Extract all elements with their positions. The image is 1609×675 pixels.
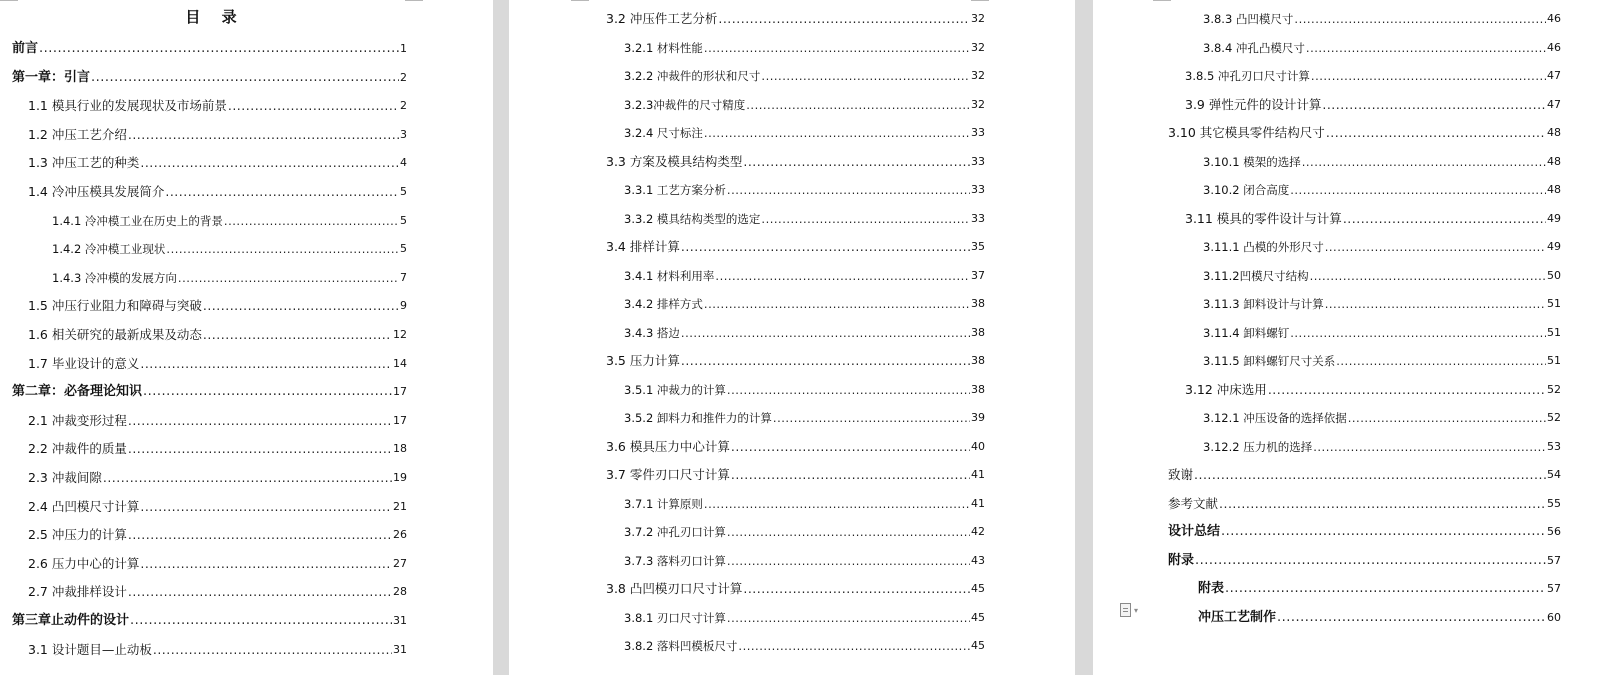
toc-leader-dots [681, 239, 970, 255]
toc-page-number: 42 [971, 525, 985, 538]
toc-entry[interactable] [28, 94, 407, 114]
toc-leader-dots [704, 296, 970, 312]
toc-page-number: 40 [971, 440, 985, 453]
toc-leader-dots [681, 353, 970, 369]
toc-page-number: 5 [400, 242, 407, 255]
toc-entry-title: 1.5 冲压行业阻力和障碍与突破 [28, 298, 202, 313]
toc-entry[interactable] [624, 406, 985, 426]
toc-entry[interactable] [28, 466, 407, 486]
toc-entry-title: 冲压工艺制作 [1198, 610, 1277, 625]
toc-entry[interactable] [624, 121, 985, 141]
toc-leader-dots [128, 527, 392, 543]
toc-leader-dots [1290, 182, 1546, 198]
toc-entry[interactable] [1203, 178, 1561, 198]
toc-entry[interactable] [28, 552, 407, 572]
toc-entry-title: 2.2 冲裁件的质量 [28, 441, 127, 456]
toc-page-number: 48 [1547, 183, 1561, 196]
toc-page-number: 57 [1547, 582, 1561, 595]
toc-leader-dots [1268, 382, 1546, 398]
toc-page-number: 27 [393, 557, 407, 570]
toc-leader-dots [727, 610, 970, 626]
toc-entry-title: 1.6 相关研究的最新成果及动态 [28, 327, 202, 342]
toc-page-number: 56 [1547, 525, 1561, 538]
toc-entry-title: 2.5 冲压力的计算 [28, 527, 127, 542]
toc-entry-title: 3.11.1 凸模的外形尺寸 [1203, 240, 1324, 254]
toc-entry[interactable] [12, 380, 407, 400]
toc-page-number: 14 [393, 357, 407, 370]
toc-entry[interactable] [624, 93, 985, 113]
toc-leader-dots [743, 154, 970, 170]
toc-page-number: 45 [971, 639, 985, 652]
toc-page-number: 41 [971, 468, 985, 481]
toc-leader-dots [727, 382, 970, 398]
toc-page-number: 51 [1547, 326, 1561, 339]
toc-entry-title: 3.7.2 冲孔刃口计算 [624, 525, 726, 539]
toc-leader-dots [203, 298, 399, 314]
toc-entry[interactable] [28, 409, 407, 429]
toc-entry-title: 3.4 排样计算 [606, 239, 680, 254]
document-page-3 [1093, 0, 1609, 675]
toc-leader-dots [1310, 268, 1546, 284]
toc-leader-dots [1326, 125, 1546, 141]
toc-entry-title: 3.3.2 模具结构类型的选定 [624, 212, 761, 226]
toc-entry[interactable] [1168, 520, 1561, 540]
toc-entry-title: 3.11.3 卸料设计与计算 [1203, 297, 1324, 311]
toc-entry-title: 1.4.1 冷冲模工业在历史上的背景 [52, 214, 223, 228]
toc-leader-dots [1348, 410, 1546, 426]
toc-entry-title: 2.4 凸凹模尺寸计算 [28, 499, 140, 514]
toc-leader-dots [1311, 68, 1546, 84]
toc-entry-title: 3.10 其它模具零件结构尺寸 [1168, 125, 1325, 140]
toc-leader-dots [731, 467, 970, 483]
toc-entry-title: 3.9 弹性元件的设计计算 [1185, 97, 1322, 112]
toc-page-number: 32 [971, 98, 985, 111]
toc-leader-dots [153, 642, 392, 658]
toc-leader-dots [1343, 211, 1546, 227]
toc-entry[interactable] [1185, 207, 1561, 227]
toc-entry-title: 2.7 冲裁排样设计 [28, 584, 127, 599]
chevron-down-icon: ▾ [1134, 605, 1139, 615]
toc-leader-dots [228, 98, 399, 114]
toc-page-number: 46 [1547, 41, 1561, 54]
toc-entry[interactable] [606, 7, 985, 27]
paste-options-icon[interactable] [1120, 603, 1146, 617]
toc-entry[interactable] [624, 321, 985, 341]
toc-entry[interactable] [1203, 150, 1561, 170]
toc-page-number: 33 [971, 126, 985, 139]
toc-entry[interactable] [28, 323, 407, 343]
toc-entry[interactable] [28, 294, 407, 314]
toc-leader-dots [715, 268, 970, 284]
toc-leader-dots [1325, 296, 1546, 312]
toc-page-number: 12 [393, 328, 407, 341]
toc-entry-title: 3.12.2 压力机的选择 [1203, 440, 1313, 454]
toc-entry[interactable] [624, 36, 985, 56]
toc-page-number: 4 [400, 156, 407, 169]
toc-leader-dots [128, 413, 392, 429]
toc-entry[interactable] [1203, 264, 1561, 284]
toc-page-number: 57 [1547, 554, 1561, 567]
toc-entry-title: 3.2.1 材料性能 [624, 41, 703, 55]
toc-page-number: 46 [1547, 12, 1561, 25]
toc-entry[interactable] [624, 520, 985, 540]
toc-entry-title: 3.6 模具压力中心计算 [606, 439, 730, 454]
toc-entry[interactable] [624, 492, 985, 512]
toc-leader-dots [1336, 353, 1546, 369]
toc-entry-title: 3.8 凸凹模刃口尺寸计算 [606, 581, 743, 596]
crop-mark [405, 0, 423, 1]
toc-leader-dots [140, 356, 392, 372]
toc-entry[interactable] [28, 495, 407, 515]
toc-entry[interactable] [52, 209, 407, 229]
document-page-1 [0, 0, 493, 675]
toc-page-number: 41 [971, 497, 985, 510]
toc-leader-dots [1219, 496, 1546, 512]
toc-entry[interactable] [28, 638, 407, 658]
toc-leader-dots [143, 384, 392, 400]
toc-page-number: 32 [971, 12, 985, 25]
toc-leader-dots [727, 553, 970, 569]
toc-entry-title: 1.7 毕业设计的意义 [28, 356, 140, 371]
toc-entry-title: 3.4.1 材料利用率 [624, 269, 715, 283]
toc-entry[interactable] [1185, 378, 1561, 398]
toc-page-number: 21 [393, 500, 407, 513]
toc-entry[interactable] [624, 292, 985, 312]
toc-leader-dots [140, 155, 399, 171]
toc-entry[interactable] [1203, 349, 1561, 369]
toc-entry[interactable] [624, 606, 985, 626]
toc-entry[interactable] [1203, 321, 1561, 341]
toc-entry[interactable] [1185, 93, 1561, 113]
toc-entry-title: 3.8.5 冲孔刃口尺寸计算 [1185, 69, 1310, 83]
toc-entry-title: 致谢 [1168, 467, 1194, 482]
toc-page-number: 51 [1547, 354, 1561, 367]
toc-leader-dots [704, 496, 970, 512]
toc-leader-dots [91, 70, 399, 86]
toc-leader-dots [130, 613, 392, 629]
toc-leader-dots [1294, 11, 1546, 27]
toc-page-number: 31 [393, 614, 407, 627]
toc-entry-title: 3.4.2 排样方式 [624, 297, 703, 311]
toc-leader-dots [746, 97, 970, 113]
toc-page-number: 52 [1547, 411, 1561, 424]
toc-page-number: 39 [971, 411, 985, 424]
toc-entry[interactable] [624, 549, 985, 569]
toc-entry-title: 3.12 冲床选用 [1185, 382, 1267, 397]
toc-page-number: 5 [400, 185, 407, 198]
toc-leader-dots [704, 40, 970, 56]
toc-entry-title: 3.1 设计题目—止动板 [28, 642, 152, 657]
toc-leader-dots [128, 441, 392, 457]
crop-mark [571, 0, 589, 1]
toc-page-number: 26 [393, 528, 407, 541]
toc-entry-title: 参考文献 [1168, 496, 1219, 511]
toc-page-number: 53 [1547, 440, 1561, 453]
document-page-2 [509, 0, 1075, 675]
toc-page-number: 60 [1547, 611, 1561, 624]
toc-entry-title: 3.7.3 落料刃口计算 [624, 554, 726, 568]
toc-leader-dots [1221, 524, 1546, 540]
toc-page-number: 45 [971, 611, 985, 624]
toc-entry[interactable] [606, 349, 985, 369]
toc-page-number: 47 [1547, 69, 1561, 82]
toc-leader-dots [718, 11, 970, 27]
toc-entry-title: 3.11.5 卸料螺钉尺寸关系 [1203, 354, 1336, 368]
toc-page-number: 45 [971, 582, 985, 595]
toc-page-number: 1 [400, 42, 407, 55]
toc-page-number: 28 [393, 585, 407, 598]
toc-entry[interactable] [1168, 549, 1561, 569]
toc-entry[interactable] [1185, 64, 1561, 84]
toc-entry-title: 3.2.4 尺寸标注 [624, 126, 703, 140]
toc-entry[interactable] [1203, 435, 1561, 455]
toc-leader-dots [103, 470, 392, 486]
toc-entry-title: 3.3 方案及模具结构类型 [606, 154, 743, 169]
toc-leader-dots [1290, 325, 1546, 341]
toc-leader-dots [140, 499, 392, 515]
crop-mark [971, 0, 989, 1]
toc-leader-dots [1325, 239, 1546, 255]
toc-page-number: 17 [393, 385, 407, 398]
toc-entry[interactable] [606, 150, 985, 170]
toc-leader-dots [761, 211, 970, 227]
toc-entry[interactable] [1198, 606, 1561, 626]
toc-page-number: 35 [971, 240, 985, 253]
toc-entry-title: 3.4.3 搭边 [624, 326, 680, 340]
toc-leader-dots [1225, 581, 1546, 597]
toc-entry[interactable] [606, 463, 985, 483]
toc-page-number: 3 [400, 128, 407, 141]
toc-entry[interactable] [12, 66, 407, 86]
toc-leader-dots [1277, 610, 1546, 626]
toc-page-number: 49 [1547, 212, 1561, 225]
toc-leader-dots [681, 325, 970, 341]
toc-page-number: 5 [400, 214, 407, 227]
toc-entry-title: 附录 [1168, 553, 1195, 568]
toc-leader-dots [128, 584, 392, 600]
toc-page-number: 38 [971, 297, 985, 310]
toc-page-number: 51 [1547, 297, 1561, 310]
toc-entry[interactable] [624, 64, 985, 84]
toc-entry-title: 附表 [1198, 581, 1225, 596]
toc-entry-title: 3.5 压力计算 [606, 353, 680, 368]
toc-page-number: 37 [971, 269, 985, 282]
toc-entry[interactable] [28, 580, 407, 600]
toc-page-number: 50 [1547, 269, 1561, 282]
document-icon [1120, 603, 1131, 617]
toc-entry[interactable] [624, 634, 985, 654]
toc-entry-title: 3.8.4 冲孔凸模尺寸 [1203, 41, 1305, 55]
toc-leader-dots [178, 270, 399, 286]
toc-leader-dots [1302, 154, 1546, 170]
toc-entry-title: 1.4 冷冲压模具发展简介 [28, 184, 165, 199]
toc-page-number: 48 [1547, 126, 1561, 139]
toc-entry-title: 3.5.1 冲裁力的计算 [624, 383, 726, 397]
toc-entry-title: 3.10.2 闭合高度 [1203, 183, 1290, 197]
toc-leader-dots [1195, 553, 1546, 569]
toc-entry-title: 3.8.3 凸凹模尺寸 [1203, 12, 1294, 26]
toc-page-number: 52 [1547, 383, 1561, 396]
toc-entry-title: 3.7 零件刃口尺寸计算 [606, 467, 730, 482]
toc-entry[interactable] [1168, 492, 1561, 512]
toc-page-number: 2 [400, 99, 407, 112]
toc-leader-dots [166, 241, 399, 257]
toc-entry[interactable] [28, 151, 407, 171]
toc-leader-dots [140, 556, 392, 572]
toc-entry[interactable] [1168, 463, 1561, 483]
toc-entry-title: 2.1 冲裁变形过程 [28, 413, 127, 428]
toc-entry-title: 3.7.1 计算原则 [624, 497, 703, 511]
toc-entry[interactable] [1203, 36, 1561, 56]
toc-entry[interactable] [624, 378, 985, 398]
toc-entry-title: 3.2.2 冲裁件的形状和尺寸 [624, 69, 761, 83]
toc-page-number: 32 [971, 69, 985, 82]
toc-page-number: 38 [971, 326, 985, 339]
toc-entry-title: 3.8.1 刃口尺寸计算 [624, 611, 726, 625]
toc-page-number: 18 [393, 442, 407, 455]
toc-entry[interactable] [1203, 292, 1561, 312]
toc-entry[interactable] [624, 264, 985, 284]
toc-entry[interactable] [606, 435, 985, 455]
toc-page-number: 54 [1547, 468, 1561, 481]
toc-entry-title: 3.5.2 卸料力和推件力的计算 [624, 411, 772, 425]
toc-entry-title: 第一章：引言 [12, 70, 91, 85]
toc-entry[interactable] [12, 37, 407, 57]
toc-page-number: 19 [393, 471, 407, 484]
toc-page-number: 49 [1547, 240, 1561, 253]
toc-leader-dots [773, 410, 970, 426]
toc-entry-title: 1.1 模具行业的发展现状及市场前景 [28, 98, 227, 113]
toc-leader-dots [224, 213, 399, 229]
toc-entry[interactable] [1203, 7, 1561, 27]
toc-entry[interactable] [28, 352, 407, 372]
toc-leader-dots [727, 182, 970, 198]
toc-entry[interactable] [624, 178, 985, 198]
toc-entry-title: 2.6 压力中心的计算 [28, 556, 140, 571]
toc-entry-title: 第三章止动件的设计 [12, 613, 130, 628]
toc-entry[interactable] [52, 237, 407, 257]
toc-entry-title: 1.4.3 冷冲模的发展方向 [52, 271, 177, 285]
toc-entry-title: 第二章：必备理论知识 [12, 384, 143, 399]
toc-leader-dots [1306, 40, 1546, 56]
toc-page-number: 7 [400, 271, 407, 284]
toc-page-number: 43 [971, 554, 985, 567]
toc-entry-title: 3.3.1 工艺方案分析 [624, 183, 726, 197]
toc-entry-title: 3.12.1 冲压设备的选择依据 [1203, 411, 1347, 425]
toc-entry-title: 3.10.1 模架的选择 [1203, 155, 1301, 169]
toc-page-number: 9 [400, 299, 407, 312]
toc-leader-dots [727, 524, 970, 540]
toc-entry-title: 1.2 冲压工艺介绍 [28, 127, 127, 142]
toc-leader-dots [128, 127, 399, 143]
toc-entry[interactable] [624, 207, 985, 227]
toc-page-number: 33 [971, 212, 985, 225]
toc-entry[interactable] [28, 180, 407, 200]
toc-page-number: 31 [393, 643, 407, 656]
toc-entry-title: 设计总结 [1168, 524, 1221, 539]
toc-entry[interactable] [1198, 577, 1561, 597]
toc-leader-dots [738, 638, 970, 654]
toc-leader-dots [1194, 467, 1546, 483]
toc-entry[interactable] [52, 266, 407, 286]
toc-entry-title: 3.11 模具的零件设计与计算 [1185, 211, 1342, 226]
crop-mark [1153, 0, 1171, 1]
toc-entry[interactable] [1203, 406, 1561, 426]
crop-mark [0, 0, 18, 1]
toc-page-number: 33 [971, 183, 985, 196]
toc-entry[interactable] [28, 123, 407, 143]
toc-leader-dots [1313, 439, 1546, 455]
toc-entry-title: 3.2 冲压件工艺分析 [606, 11, 718, 26]
toc-leader-dots [203, 327, 392, 343]
toc-entry[interactable] [28, 523, 407, 543]
toc-page-number: 38 [971, 383, 985, 396]
toc-entry-title: 2.3 冲裁间隙 [28, 470, 102, 485]
toc-entry[interactable] [1203, 235, 1561, 255]
toc-leader-dots [165, 184, 399, 200]
toc-entry[interactable] [606, 577, 985, 597]
toc-page-number: 33 [971, 155, 985, 168]
toc-entry-title: 前言 [12, 41, 39, 56]
toc-entry[interactable] [1168, 121, 1561, 141]
toc-entry[interactable] [606, 235, 985, 255]
toc-entry-title: 1.3 冲压工艺的种类 [28, 155, 140, 170]
toc-leader-dots [761, 68, 970, 84]
toc-leader-dots [1322, 97, 1546, 113]
toc-leader-dots [39, 41, 399, 57]
toc-leader-dots [743, 581, 970, 597]
toc-page-number: 47 [1547, 98, 1561, 111]
toc-entry-title: 3.2.3冲裁件的尺寸精度 [624, 98, 746, 112]
toc-title: 目 录 [185, 8, 245, 26]
toc-leader-dots [731, 439, 970, 455]
toc-page-number: 32 [971, 41, 985, 54]
toc-entry-title: 3.11.2凹模尺寸结构 [1203, 269, 1309, 283]
toc-page-number: 38 [971, 354, 985, 367]
toc-page-number: 55 [1547, 497, 1561, 510]
toc-page-number: 17 [393, 414, 407, 427]
toc-entry[interactable] [12, 609, 407, 629]
toc-entry-title: 1.4.2 冷冲模工业现状 [52, 242, 166, 256]
toc-entry[interactable] [28, 437, 407, 457]
toc-page-number: 48 [1547, 155, 1561, 168]
toc-entry-title: 3.8.2 落料凹模板尺寸 [624, 639, 738, 653]
toc-entry-title: 3.11.4 卸料螺钉 [1203, 326, 1290, 340]
toc-leader-dots [704, 125, 970, 141]
toc-page-number: 2 [400, 71, 407, 84]
